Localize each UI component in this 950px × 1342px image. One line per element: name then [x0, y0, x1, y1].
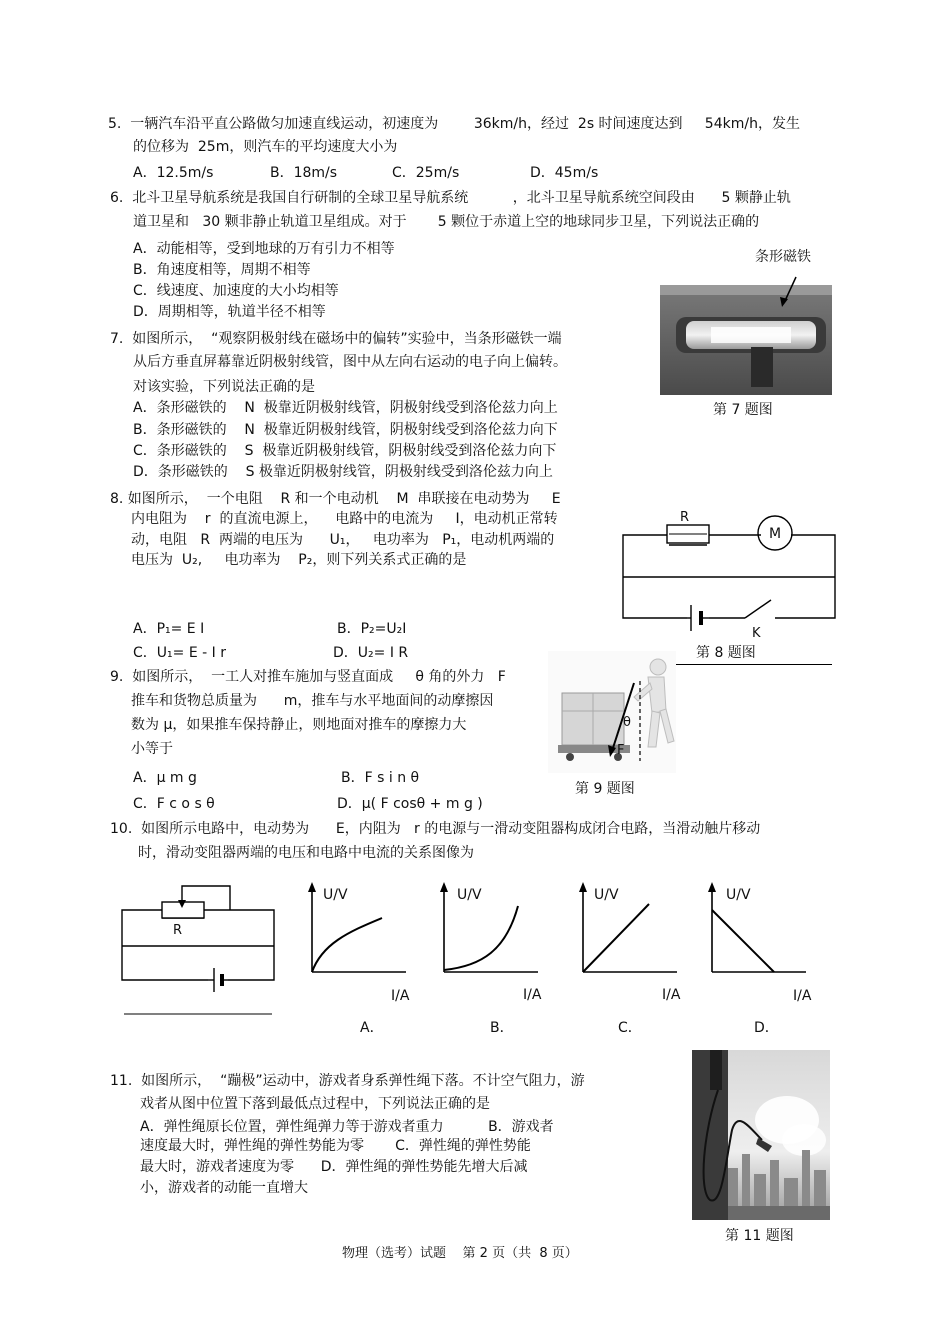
bungee-jump-photo [692, 1050, 830, 1220]
q8-line4: 电压为 U₂, 电功率为 P₂，则下列关系式正确的是 [131, 552, 467, 568]
q11-line3: A．弹性绳原长位置，弹性绳弹力等于游戏者重力 B．游戏者 [140, 1119, 554, 1135]
q9-option-c: C．F c o s θ [133, 796, 215, 812]
q8-resistor-label: R [680, 510, 690, 525]
graph-a [300, 880, 410, 980]
bar-magnet-label: 条形磁铁 [755, 249, 811, 265]
q7-option-b: B．条形磁铁的 N 极靠近阴极射线管，阴极射线受到洛伦兹力向下 [133, 422, 558, 438]
graph-d-xlabel: I/A [793, 988, 812, 1004]
q6-line1: 6. 北斗卫星导航系统是我国自行研制的全球卫星导航系统 ，北斗卫星导航系统空间段由 5 颗静止轨 [110, 190, 791, 206]
q8-option-a: A．P₁= E I [133, 621, 205, 637]
q5-line1: 5. 一辆汽车沿平直公路做匀加速直线运动，初速度为 36km/h，经过 2s 时间速度达到 54km/h，发生 [108, 116, 800, 132]
q11-line5: 最大时，游戏者速度为零 D．弹性绳的弹性势能先增大后减 [140, 1159, 528, 1175]
graph-d [700, 880, 810, 980]
graph-c-ylabel: U/V [594, 887, 619, 903]
cathode-ray-tube-photo [656, 265, 832, 398]
worker-pushing-cart-figure [548, 651, 676, 773]
q11-line1: 11. 如图所示， “蹦极”运动中，游戏者身系弹性绳下落。不计空气阻力，游 [110, 1073, 585, 1089]
q9-line1: 9. 如图所示， 一工人对推车施加与竖直面成 θ 角的外力 F [110, 669, 506, 685]
q6-option-a: A．动能相等，受到地球的万有引力不相等 [133, 241, 395, 257]
q7-line3: 对该实验，下列说法正确的是 [133, 379, 315, 395]
q9-theta-label: θ [623, 715, 631, 730]
page-footer: 物理（选考）试题 第 2 页（共 8 页） [342, 1246, 578, 1261]
q8-motor-label: M [769, 526, 782, 542]
q9-line4: 小等于 [131, 741, 173, 757]
q5-option-b: B．18m/s [270, 165, 338, 181]
q8-line3: 动，电阻 R 两端的电压为 U₁， 电功率为 P₁，电动机两端的 [131, 532, 555, 548]
q11-line4: 速度最大时，弹性绳的弹性势能为零 C．弹性绳的弹性势能 [140, 1138, 531, 1154]
graph-b-xlabel: I/A [523, 987, 542, 1003]
graph-d-ylabel: U/V [726, 887, 751, 903]
resistor-symbol [667, 525, 709, 543]
q5-line2: 的位移为 25m，则汽车的平均速度大小为 [133, 139, 398, 155]
q7-option-d: D．条形磁铁的 S 极靠近阴极射线管，阴极射线受到洛伦兹力向上 [133, 464, 553, 480]
q7-option-a: A．条形磁铁的 N 极靠近阴极射线管，阴极射线受到洛伦兹力向上 [133, 400, 558, 416]
graph-c-label: C． [618, 1020, 642, 1036]
q8-line1: 8. 如图所示， 一个电阻 R 和一个电动机 M 串联接在电动势为 E [110, 491, 561, 507]
q6-option-b: B．角速度相等，周期不相等 [133, 262, 311, 278]
q8-switch-label: K [752, 626, 761, 641]
q9-force-label: F [617, 743, 625, 758]
q11-line2: 戏者从图中位置下落到最低点过程中，下列说法正确的是 [140, 1096, 490, 1112]
q11-caption: 第 11 题图 [725, 1228, 794, 1244]
q9-option-d: D．μ( F cosθ + m g ) [337, 796, 483, 812]
q10-circuit-diagram [118, 880, 278, 1020]
q9-line3: 数为 μ，如果推车保持静止，则地面对推车的摩擦力大 [131, 717, 467, 733]
q8-caption: 第 8 题图 [696, 645, 756, 661]
q8-option-c: C．U₁= E - I r [133, 645, 226, 661]
q10-resistor-label: R [173, 923, 183, 938]
graph-d-label: D． [754, 1020, 779, 1036]
q8-option-d: D．U₂= I R [333, 645, 409, 661]
graph-b-label: B． [490, 1020, 514, 1036]
q9-option-a: A．μ m g [133, 770, 197, 786]
graph-c [571, 880, 681, 980]
q9-line2: 推车和货物总质量为 m，推车与水平地面间的动摩擦因 [131, 693, 494, 709]
q6-option-c: C．线速度、加速度的大小均相等 [133, 283, 339, 299]
graph-a-ylabel: U/V [323, 887, 348, 903]
graph-a-xlabel: I/A [391, 988, 410, 1004]
q8-option-b: B．P₂=U₂I [337, 621, 407, 637]
q7-option-c: C．条形磁铁的 S 极靠近阴极射线管，阴极射线受到洛伦兹力向下 [133, 443, 557, 459]
graph-b-ylabel: U/V [457, 887, 482, 903]
q9-option-b: B．F s i n θ [341, 770, 420, 786]
q8-line2: 内电阻为 r 的直流电源上， 电路中的电流为 I，电动机正常转 [131, 511, 558, 527]
q11-line6: 小，游戏者的动能一直增大 [140, 1180, 308, 1196]
q6-line2: 道卫星和 30 颗非静止轨道卫星组成。对于 5 颗位于赤道上空的地球同步卫星，下列说法正确的 [133, 214, 760, 230]
graph-a-label: A． [360, 1020, 384, 1036]
q10-line2: 时，滑动变阻器两端的电压和电路中电流的关系图像为 [138, 845, 474, 861]
q10-line1: 10. 如图所示电路中，电动势为 E，内阻为 r 的电源与一滑动变阻器构成闭合电路，当滑动触片移动 [110, 821, 761, 837]
q8-circuit-diagram [615, 505, 845, 645]
q6-option-d: D．周期相等，轨道半径不相等 [133, 304, 326, 320]
graph-b [432, 880, 542, 980]
q5-option-d: D．45m/s [530, 165, 599, 181]
graph-c-xlabel: I/A [662, 987, 681, 1003]
q5-option-c: C．25m/s [392, 165, 460, 181]
q9-caption: 第 9 题图 [575, 781, 635, 797]
q5-option-a: A．12.5m/s [133, 165, 214, 181]
q7-caption: 第 7 题图 [713, 402, 773, 418]
q7-line1: 7. 如图所示， “观察阴极射线在磁场中的偏转”实验中，当条形磁铁一端 [110, 331, 562, 347]
q7-line2: 从后方垂直屏幕靠近阴极射线管，图中从左向右运动的电子向上偏转。 [133, 354, 567, 370]
